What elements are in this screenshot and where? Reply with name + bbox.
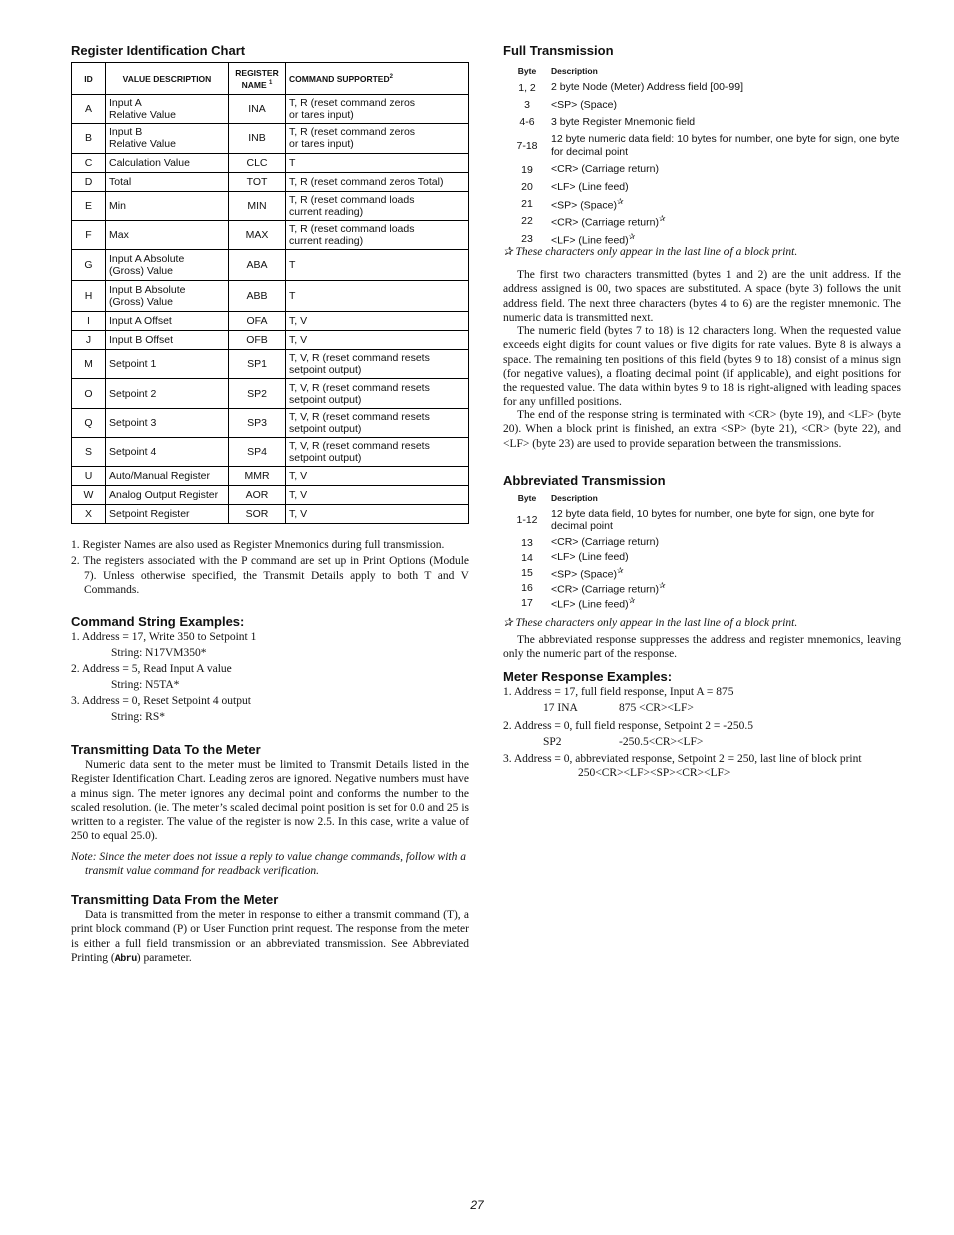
byte-description: 12 byte data field, 10 bytes for number, one byte for sign, one byte for decimal point	[551, 507, 875, 532]
byte-description: <LF> (Line feed)	[551, 180, 629, 193]
cell-value-description: Setpoint 1	[106, 350, 229, 379]
byte-number: 19	[521, 163, 533, 176]
cell-command-supported: T, R (reset command loads current reading)	[286, 220, 469, 249]
list-item	[503, 178, 901, 195]
cell-register-name: INB	[229, 124, 286, 153]
byte-description: <LF> (Line feed)✰	[551, 595, 636, 610]
byte-number: 23	[521, 232, 533, 245]
table-header-row	[72, 63, 469, 95]
cell-value-description: Auto/Manual Register	[106, 467, 229, 486]
cell-value-description: Total	[106, 172, 229, 191]
command-example-3: 3. Address = 0, Reset Setpoint 4 output String: RS*	[71, 695, 251, 723]
list-item	[503, 96, 901, 113]
table-row	[72, 172, 469, 191]
list-item	[503, 114, 901, 131]
table-row	[72, 505, 469, 524]
cell-id: A	[72, 95, 106, 124]
cell-register-name: OFA	[229, 312, 286, 331]
cell-value-description: Input A Offset	[106, 312, 229, 331]
list-item	[503, 550, 901, 565]
byte-description: 3 byte Register Mnemonic field	[551, 115, 696, 128]
byte-number: 4-6	[519, 116, 535, 129]
cell-command-supported: T	[286, 250, 469, 281]
cell-value-description: Setpoint 4	[106, 438, 229, 467]
byte-number: 20	[521, 180, 533, 193]
response-example-2: 2. Address = 0, full field response, Setpoint 2 = -250.5 SP2 -250.5<CR><LF>	[503, 720, 753, 748]
cell-register-name: ABB	[229, 281, 286, 312]
star-marker: ✰	[628, 231, 636, 241]
abbr-paragraph: The abbreviated response suppresses the address and register mnemonics, leaving only the numeric part of the response.	[503, 634, 901, 661]
byte-number: 7-18	[516, 139, 538, 152]
response-example-1: 1. Address = 17, full field response, Input A = 875 17 INA 875 <CR><LF>	[503, 686, 734, 714]
command-examples-title: Command String Examples:	[71, 614, 245, 629]
byte-number: 22	[521, 215, 533, 228]
cell-id: S	[72, 438, 106, 467]
table-row	[72, 95, 469, 124]
byte-number: 17	[521, 596, 533, 609]
cell-id: B	[72, 124, 106, 153]
byte-description: <LF> (Line feed)✰	[551, 231, 636, 247]
byte-description: <SP> (Space)✰	[551, 197, 624, 212]
cell-command-supported: T, V	[286, 467, 469, 486]
cell-id: U	[72, 467, 106, 486]
cell-register-name: SP3	[229, 408, 286, 437]
from-meter-text: Data is transmitted from the meter in response to either a transmit command (T), a print block command (P) or User Function print request. The response from the meter is either a full field transmission or an abbreviated transmission. See Abbreviated Printing (Abru) parameter.	[71, 909, 469, 965]
cell-value-description: Setpoint 3	[106, 408, 229, 437]
to-meter-text: Numeric data sent to the meter must be limited to Transmit Details listed in the Register Identification Chart. Leading zeros are ignored. Negative numbers must have a minus sign. The meter ignores any decimal point and conforms the number to the scaled resolution. (ie. The meter’s scaled decimal point position is set for 0.0 and 25 is written to a register. The value of the register is now 2.5. In this case, write a value of 250 to equal 25.0).	[71, 759, 469, 843]
full-transmission-table	[503, 63, 901, 247]
star-marker: ✰	[658, 214, 666, 224]
abbreviated-printing-display-code: Abru	[114, 953, 137, 965]
cell-command-supported: T, V	[286, 505, 469, 524]
cell-id: O	[72, 379, 106, 408]
page-number: 27	[470, 1198, 484, 1212]
byte-description: <SP> (Space)	[551, 98, 617, 111]
list-item	[503, 131, 901, 161]
list-item	[503, 535, 901, 550]
full-transmission-title: Full Transmission	[503, 43, 614, 58]
to-meter-title: Transmitting Data To the Meter	[71, 742, 261, 757]
cell-register-name: SOR	[229, 505, 286, 524]
cell-register-name: TOT	[229, 172, 286, 191]
cell-command-supported: T, V, R (reset command resets setpoint output)	[286, 438, 469, 467]
list-item	[503, 595, 901, 610]
command-example-2: 2. Address = 5, Read Input A value String: N5TA*	[71, 663, 232, 691]
list-item	[503, 580, 901, 595]
cell-register-name: CLC	[229, 153, 286, 172]
table-row	[72, 191, 469, 220]
byte-description: <SP> (Space)✰	[551, 565, 624, 580]
cell-register-name: SP2	[229, 379, 286, 408]
cell-command-supported: T, V, R (reset command resets setpoint output)	[286, 350, 469, 379]
footnote-2: 2. The registers associated with the P command are set up in Print Options (Module 7). Unless otherwise specified, the Transmit Details apply to both T and V Commands.	[71, 555, 469, 596]
cell-value-description: Analog Output Register	[106, 486, 229, 505]
cell-id: J	[72, 331, 106, 350]
full-paragraph-2: The numeric field (bytes 7 to 18) is 12 characters long. When the requested value exceeds eight digits for count values or five digits for rate values. Byte 8 is always a space. The remaining ten positions of this field (bytes 9 to 18) consist of a minus sign (for negative values), a floating decimal point (if applicable), and eight positions for the requested value. The data within bytes 9 to 18 is right-aligned with leading spaces for any unfilled positions.	[503, 325, 901, 409]
cell-command-supported: T, V	[286, 486, 469, 505]
byte-number: 3	[524, 98, 530, 111]
full-table-header: Byte Description	[517, 65, 598, 76]
list-item	[503, 195, 901, 212]
register-identification-table	[71, 62, 469, 524]
abbr-table-header: Byte Description	[517, 492, 598, 503]
table-row	[72, 124, 469, 153]
cell-command-supported: T	[286, 153, 469, 172]
header-command-supported: COMMAND SUPPORTED$^2$	[286, 63, 469, 95]
cell-value-description: Calculation Value	[106, 153, 229, 172]
star-marker: ✰	[616, 565, 624, 575]
meter-response-examples	[503, 684, 901, 782]
cell-id: F	[72, 220, 106, 249]
byte-number: 14	[521, 551, 533, 564]
list-item	[503, 161, 901, 178]
cell-register-name: OFB	[229, 331, 286, 350]
table-row	[72, 467, 469, 486]
cell-id: W	[72, 486, 106, 505]
cell-id: G	[72, 250, 106, 281]
cell-value-description: Input B Offset	[106, 331, 229, 350]
cell-value-description: Input A Absolute (Gross) Value	[106, 250, 229, 281]
cell-value-description: Max	[106, 220, 229, 249]
footnote-1: 1. Register Names are also used as Register Mnemonics during full transmission.	[71, 539, 445, 551]
header-id: ID	[72, 63, 106, 95]
table-row	[72, 438, 469, 467]
chart-footnotes	[71, 538, 469, 597]
star-marker: ✰	[616, 197, 624, 207]
cell-value-description: Setpoint Register	[106, 505, 229, 524]
header-value-description: VALUE DESCRIPTION	[106, 63, 229, 95]
byte-number: 15	[521, 566, 533, 579]
cell-command-supported: T, R (reset command zeros Total)	[286, 172, 469, 191]
cell-id: E	[72, 191, 106, 220]
table-row	[72, 312, 469, 331]
cell-register-name: AOR	[229, 486, 286, 505]
cell-id: H	[72, 281, 106, 312]
cell-command-supported: T, V	[286, 312, 469, 331]
byte-description: <CR> (Carriage return)✰	[551, 214, 666, 229]
response-example-3: 3. Address = 0, abbreviated response, Setpoint 2 = 250, last line of block print 250<CR><LF><SP><CR><LF>	[503, 753, 862, 779]
table-row	[72, 250, 469, 281]
cell-value-description: Input B Relative Value	[106, 124, 229, 153]
cell-value-description: Setpoint 2	[106, 379, 229, 408]
cell-command-supported: T, V, R (reset command resets setpoint output)	[286, 408, 469, 437]
cell-register-name: MIN	[229, 191, 286, 220]
command-example-1: 1. Address = 17, Write 350 to Setpoint 1 String: N17VM350*	[71, 631, 257, 659]
cell-id: I	[72, 312, 106, 331]
table-row	[72, 331, 469, 350]
byte-number: 21	[521, 198, 533, 211]
table-row	[72, 281, 469, 312]
table-row	[72, 408, 469, 437]
cell-command-supported: T, R (reset command loads current reading)	[286, 191, 469, 220]
to-meter-note: Note: Since the meter does not issue a reply to value change commands, follow with a transmit value command for readback verification.	[71, 851, 466, 878]
table-row	[72, 220, 469, 249]
byte-number: 1, 2	[518, 81, 536, 94]
cell-id: M	[72, 350, 106, 379]
cell-value-description: Input B Absolute (Gross) Value	[106, 281, 229, 312]
cell-command-supported: T, V	[286, 331, 469, 350]
register-chart-title: Register Identification Chart	[71, 43, 246, 58]
abbreviated-transmission-table	[503, 491, 901, 610]
table-row	[72, 153, 469, 172]
byte-description: 12 byte numeric data field: 10 bytes for number, one byte for sign, one byte for decimal point	[551, 133, 900, 158]
list-item	[503, 505, 901, 535]
cell-command-supported: T, V, R (reset command resets setpoint output)	[286, 379, 469, 408]
cell-id: Q	[72, 408, 106, 437]
cell-command-supported: T	[286, 281, 469, 312]
full-paragraph-3: The end of the response string is terminated with <CR> (byte 19), and <LF> (byte 20). When a block print is finished, an extra <SP> (byte 21), <CR> (byte 22), and <LF> (byte 23) are used to provide separation between the transmissions.	[503, 409, 901, 450]
list-item	[503, 565, 901, 580]
cell-command-supported: T, R (reset command zeros or tares input)	[286, 95, 469, 124]
cell-value-description: Input A Relative Value	[106, 95, 229, 124]
byte-number: 1-12	[516, 514, 538, 526]
meter-response-title: Meter Response Examples:	[503, 669, 673, 684]
byte-description: <CR> (Carriage return)✰	[551, 580, 666, 595]
command-examples	[71, 629, 469, 725]
cell-register-name: MAX	[229, 220, 286, 249]
byte-description: <LF> (Line feed)	[551, 551, 629, 564]
byte-description: 2 byte Node (Meter) Address field [00-99]	[551, 81, 744, 94]
cell-register-name: SP4	[229, 438, 286, 467]
full-paragraph-1: The first two characters transmitted (bytes 1 and 2) are the unit address. If the address assigned is 00, two spaces are substituted. A space (byte 3) follows the unit address field. The next three characters (bytes 4 to 6) are the register mnemonic. The numeric data is transmitted next.	[503, 269, 901, 324]
cell-register-name: SP1	[229, 350, 286, 379]
byte-description: <CR> (Carriage return)	[551, 163, 659, 176]
list-item	[503, 213, 901, 230]
list-item	[503, 79, 901, 96]
cell-id: C	[72, 153, 106, 172]
byte-number: 16	[521, 581, 533, 594]
header-register-name: REGISTER NAME $^1$	[229, 63, 286, 95]
from-meter-title: Transmitting Data From the Meter	[71, 892, 279, 907]
cell-id: D	[72, 172, 106, 191]
full-star-note: ✰ These characters only appear in the last line of a block print.	[503, 246, 798, 258]
cell-register-name: INA	[229, 95, 286, 124]
table-row	[72, 379, 469, 408]
table-row	[72, 486, 469, 505]
byte-description: <CR> (Carriage return)	[551, 536, 659, 549]
abbreviated-transmission-title: Abbreviated Transmission	[503, 473, 666, 488]
cell-command-supported: T, R (reset command zeros or tares input)	[286, 124, 469, 153]
cell-register-name: MMR	[229, 467, 286, 486]
table-row	[72, 350, 469, 379]
cell-register-name: ABA	[229, 250, 286, 281]
cell-id: X	[72, 505, 106, 524]
abbr-star-note: ✰ These characters only appear in the last line of a block print.	[503, 617, 798, 629]
cell-value-description: Min	[106, 191, 229, 220]
byte-number: 13	[521, 536, 533, 549]
star-marker: ✰	[628, 595, 636, 605]
star-marker: ✰	[658, 580, 666, 590]
